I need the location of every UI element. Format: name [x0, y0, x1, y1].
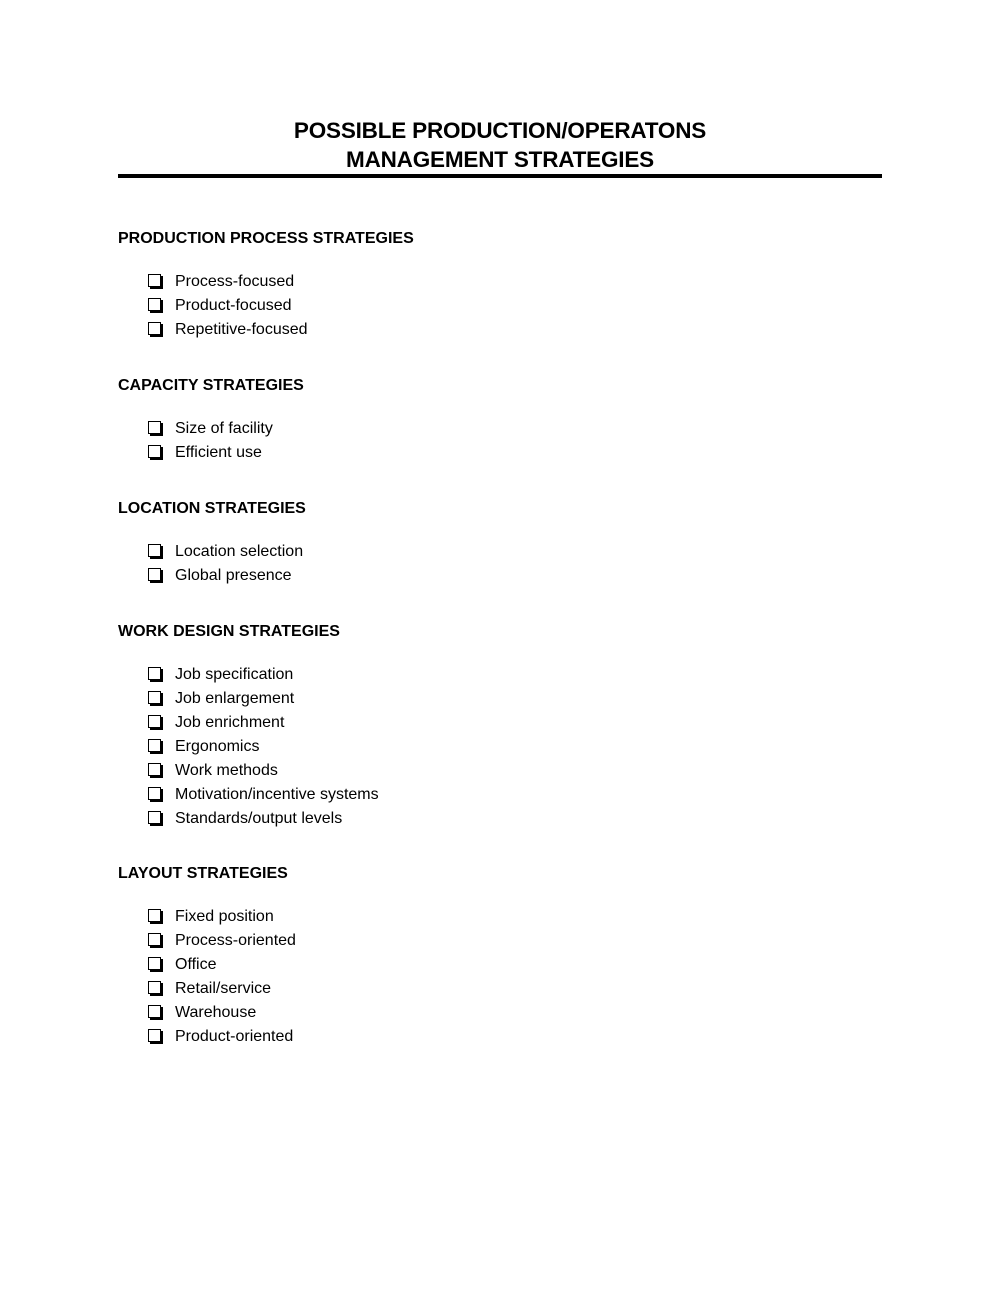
- title-divider: [118, 174, 882, 178]
- checkbox-icon[interactable]: [148, 544, 161, 557]
- checklist-item[interactable]: Product-focused: [148, 294, 308, 318]
- checkbox-icon[interactable]: [148, 1029, 161, 1042]
- section-heading-work-design: WORK DESIGN STRATEGIES: [118, 623, 340, 640]
- checklist-item[interactable]: Work methods: [148, 759, 379, 783]
- checklist-item[interactable]: Job specification: [148, 663, 379, 687]
- section-heading-location: LOCATION STRATEGIES: [118, 500, 306, 517]
- checklist-item[interactable]: Product-oriented: [148, 1025, 296, 1049]
- checklist-item[interactable]: Ergonomics: [148, 735, 379, 759]
- checklist-layout: [148, 905, 296, 1049]
- checklist-item[interactable]: Size of facility: [148, 417, 273, 441]
- checklist-item[interactable]: Efficient use: [148, 441, 273, 465]
- checklist-item[interactable]: Office: [148, 953, 296, 977]
- section-heading-layout: LAYOUT STRATEGIES: [118, 865, 288, 882]
- checklist-production-process: [148, 270, 308, 342]
- title-line-1: POSSIBLE PRODUCTION/OPERATONS: [293, 118, 707, 143]
- checkbox-icon[interactable]: [148, 445, 161, 458]
- checklist-item[interactable]: Job enlargement: [148, 687, 379, 711]
- document-title: [118, 117, 882, 174]
- checkbox-icon[interactable]: [148, 957, 161, 970]
- checkbox-icon[interactable]: [148, 909, 161, 922]
- checklist-item[interactable]: Job enrichment: [148, 711, 379, 735]
- checkbox-icon[interactable]: [148, 811, 161, 824]
- checklist-item[interactable]: Motivation/incentive systems: [148, 783, 379, 807]
- checklist-item[interactable]: Process-oriented: [148, 929, 296, 953]
- checklist-capacity: [148, 417, 273, 465]
- checklist-location: [148, 540, 303, 588]
- checklist-work-design: [148, 663, 379, 831]
- checklist-item[interactable]: Fixed position: [148, 905, 296, 929]
- checkbox-icon[interactable]: [148, 298, 161, 311]
- checklist-item[interactable]: Process-focused: [148, 270, 308, 294]
- checkbox-icon[interactable]: [148, 667, 161, 680]
- checkbox-icon[interactable]: [148, 739, 161, 752]
- checkbox-icon[interactable]: [148, 981, 161, 994]
- checkbox-icon[interactable]: [148, 568, 161, 581]
- section-heading-capacity: CAPACITY STRATEGIES: [118, 377, 304, 394]
- checklist-item[interactable]: Location selection: [148, 540, 303, 564]
- checkbox-icon[interactable]: [148, 421, 161, 434]
- checklist-item[interactable]: Warehouse: [148, 1001, 296, 1025]
- checkbox-icon[interactable]: [148, 933, 161, 946]
- title-line-2: MANAGEMENT STRATEGIES: [346, 146, 654, 172]
- checklist-item[interactable]: Global presence: [148, 564, 303, 588]
- checkbox-icon[interactable]: [148, 322, 161, 335]
- checkbox-icon[interactable]: [148, 1005, 161, 1018]
- checkbox-icon[interactable]: [148, 763, 161, 776]
- checkbox-icon[interactable]: [148, 274, 161, 287]
- section-heading-production-process: PRODUCTION PROCESS STRATEGIES: [118, 230, 414, 247]
- checklist-item[interactable]: Retail/service: [148, 977, 296, 1001]
- checkbox-icon[interactable]: [148, 691, 161, 704]
- checkbox-icon[interactable]: [148, 787, 161, 800]
- checklist-item[interactable]: Repetitive-focused: [148, 318, 308, 342]
- checklist-item[interactable]: Standards/output levels: [148, 807, 379, 831]
- checkbox-icon[interactable]: [148, 715, 161, 728]
